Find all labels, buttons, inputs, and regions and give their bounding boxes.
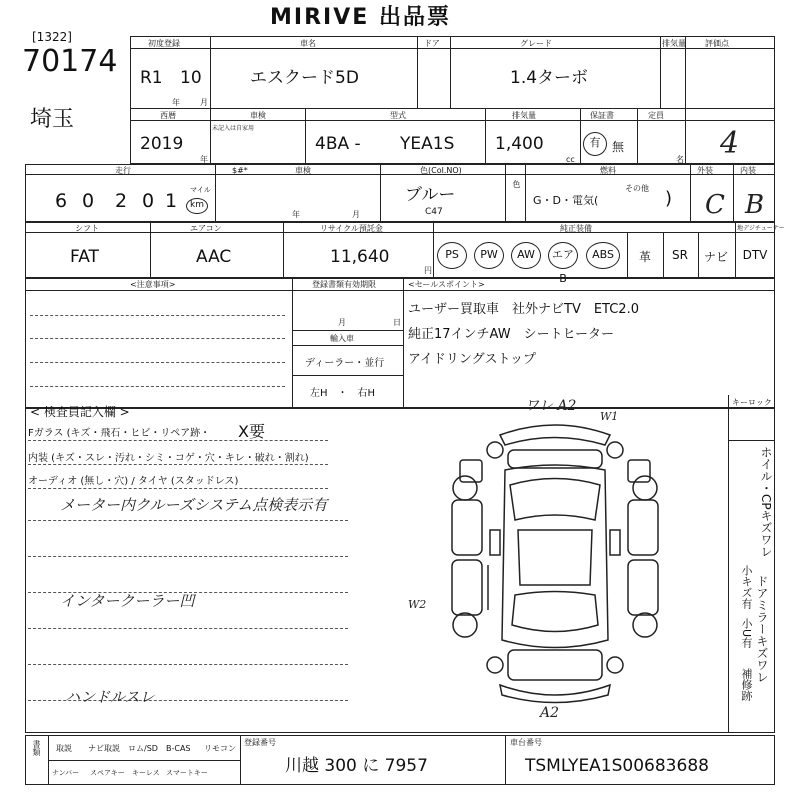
footer-item: ロム/SD xyxy=(128,744,158,753)
grade-value: 1.4ターボ xyxy=(510,68,589,88)
footer-item: キーレス xyxy=(132,769,160,777)
inspector-note-3: ハンドルスレ xyxy=(65,688,155,706)
ext-grade: C xyxy=(705,190,725,220)
unit-cc: cc xyxy=(566,155,575,164)
first-reg-era: R1 xyxy=(140,68,163,88)
label-aircon: エアコン xyxy=(190,224,222,233)
aircon-value: AAC xyxy=(196,247,232,267)
recycle-value: 11,640 xyxy=(330,247,390,267)
label-recycle: リサイクル預託金 xyxy=(320,224,383,233)
reg-doc-label: 登録書類有効期限 xyxy=(312,280,376,289)
equip-airbag: エアB xyxy=(548,242,578,269)
diagram-mark-w1: W1 xyxy=(600,410,619,423)
label-first-reg: 初度登録 xyxy=(148,39,180,48)
fuel-other: その他 xyxy=(625,184,649,193)
warranty-no: 無 xyxy=(612,140,625,154)
equip-aw: AW xyxy=(511,242,541,269)
diagram-mark-top: ワレ A2 xyxy=(525,398,577,414)
label-model: 型式 xyxy=(390,111,406,120)
chassis-label: 車台番号 xyxy=(510,738,542,747)
dealer-line: ディーラー・並行 xyxy=(305,358,385,369)
side-sub: ドアミラーキズワレ xyxy=(755,575,769,683)
side-b: 小U有 xyxy=(740,618,753,649)
label-cc: 排気量 xyxy=(512,111,536,120)
unit-person: 名 xyxy=(676,155,684,164)
row2-frame xyxy=(25,164,775,222)
interior-line: 内装 (キズ・スレ・汚れ・シミ・コゲ・穴・キレ・破れ・割れ) xyxy=(28,453,309,464)
footer-item: スペアキー xyxy=(90,769,125,777)
equip-navi: ナビ xyxy=(703,250,728,264)
unit-year: 年 xyxy=(172,98,180,107)
lot-number: 70174 xyxy=(22,44,118,79)
sales-point-1: ユーザー買取車 社外ナビTV ETC2.0 xyxy=(408,302,639,317)
reg-doc-month: 月 xyxy=(338,318,346,327)
audio-line: オーディオ (無し・穴) / タイヤ (スタッドレス) xyxy=(28,476,239,487)
side-a: 小キズ有 xyxy=(740,565,753,609)
km-unit: km xyxy=(186,198,208,214)
notes-frame xyxy=(25,278,775,408)
label-displacement: 排気量 xyxy=(662,39,686,48)
import-label: 輸入車 xyxy=(330,334,354,343)
label-meter: $#* xyxy=(232,166,248,175)
chassis-value: TSMLYEA1S00683688 xyxy=(525,756,709,776)
diagram-mark-left: W2 xyxy=(408,598,427,611)
sales-point-3: アイドリングストップ xyxy=(408,352,537,367)
inspection-year: 年 xyxy=(292,210,300,219)
car-name: エスクード5D xyxy=(250,68,359,88)
label-mileage: 走行 xyxy=(115,166,131,175)
equip-pw: PW xyxy=(474,242,504,269)
handle-line: 左H ・ 右H xyxy=(310,388,376,399)
color-value: ブルー xyxy=(405,185,456,205)
sales-point-2: 純正17インチAW シートヒーター xyxy=(408,327,615,342)
footer-item: B-CAS xyxy=(166,744,191,753)
inspection-month: 月 xyxy=(352,210,360,219)
label-check-note: 未記入は自家用 xyxy=(212,125,255,132)
inspector-title: < 検査員記入欄 > xyxy=(30,405,130,419)
diagram-mark-bottom: A2 xyxy=(540,705,560,721)
footer-item: ナビ取説 xyxy=(88,744,120,753)
keylock-label: キーロック xyxy=(732,398,772,407)
reg-doc-day: 日 xyxy=(393,318,401,327)
plate-label: 登録番号 xyxy=(244,738,276,747)
equip-leather: 革 xyxy=(638,250,651,264)
equip-dtv: DTV xyxy=(742,248,768,262)
unit-year-2: 年 xyxy=(200,155,208,164)
fuel-options: G・D・電気( xyxy=(533,194,599,207)
unit-month: 月 xyxy=(200,98,208,107)
first-reg-month: 10 xyxy=(180,68,202,88)
inspector-note-2: インタークーラー凹 xyxy=(60,592,195,610)
mileage-digit: 0 xyxy=(82,190,95,212)
glass-line: Fガラス (キズ・飛石・ヒビ・リペア跡・ xyxy=(28,428,211,439)
unit-yen: 円 xyxy=(424,266,432,275)
label-year-western: 西暦 xyxy=(160,111,176,120)
label-eval: 評価点 xyxy=(705,39,729,48)
label-fuel: 燃料 xyxy=(600,166,616,175)
label-shift: シフト xyxy=(75,224,99,233)
brand-name: MIRIVE xyxy=(270,5,370,30)
model-code: YEA1S xyxy=(400,134,455,154)
label-capacity: 定員 xyxy=(648,111,664,120)
footer-item: リモコン xyxy=(204,744,236,753)
model-prefix: 4BA - xyxy=(315,134,361,154)
footer-item: ナンバー xyxy=(52,769,80,777)
equip-ps: PS xyxy=(437,242,467,269)
footer-item: 取説 xyxy=(56,744,72,753)
car-diagram xyxy=(430,410,680,730)
label-warranty: 保証書 xyxy=(590,111,614,120)
notes-title: <注意事項> xyxy=(130,280,176,289)
label-grade: グレード xyxy=(520,39,552,48)
sales-title: <セールスポイント> xyxy=(408,280,485,289)
docs-label: 書類 xyxy=(32,740,41,756)
header-title xyxy=(270,0,451,31)
mile-unit: マイル xyxy=(190,186,211,194)
label-door: ドア xyxy=(424,39,440,48)
label-exterior: 外装 xyxy=(697,166,713,175)
mileage-digit: 0 xyxy=(142,190,155,212)
inspector-note-1: メーター内クルーズシステム点検表示有 xyxy=(60,496,328,514)
label-inspection: 車検 xyxy=(295,166,311,175)
sheet-title: 出品票 xyxy=(378,5,451,30)
int-grade: B xyxy=(745,190,765,220)
cc-value: 1,400 xyxy=(495,134,544,154)
label-equipment: 純正装備 xyxy=(560,224,592,233)
lot-code: [1322] xyxy=(32,30,72,44)
label-color: 色(Col.NO) xyxy=(420,166,462,175)
shift-value: FAT xyxy=(70,247,99,267)
warranty-yes: 有 xyxy=(583,132,607,156)
equip-abs: ABS xyxy=(586,242,620,269)
color-count: 色 xyxy=(512,180,521,188)
label-interior: 内装 xyxy=(740,166,756,175)
footer-item: スマートキー xyxy=(166,769,208,777)
label-dtv: 地デジチューナー xyxy=(737,225,785,232)
glass-mark: X要 xyxy=(238,422,265,441)
color-code: C47 xyxy=(425,207,443,217)
label-vehicle-check: 車検 xyxy=(250,111,266,120)
plate-value: 川越 300 に 7957 xyxy=(285,756,428,776)
label-car-name: 車名 xyxy=(300,39,316,48)
score-value: 4 xyxy=(720,126,740,161)
side-title: ホイル・CPキズワレ xyxy=(759,446,773,558)
mileage-digit: 1 xyxy=(165,190,178,212)
equip-sr: SR xyxy=(672,248,688,262)
lot-region: 埼玉 xyxy=(30,107,75,132)
fuel-close: ) xyxy=(665,188,673,209)
side-c: 補修跡 xyxy=(740,668,753,701)
mileage-digit: 2 xyxy=(115,190,128,212)
mileage-digit: 6 xyxy=(55,190,68,212)
year-value: 2019 xyxy=(140,134,184,154)
